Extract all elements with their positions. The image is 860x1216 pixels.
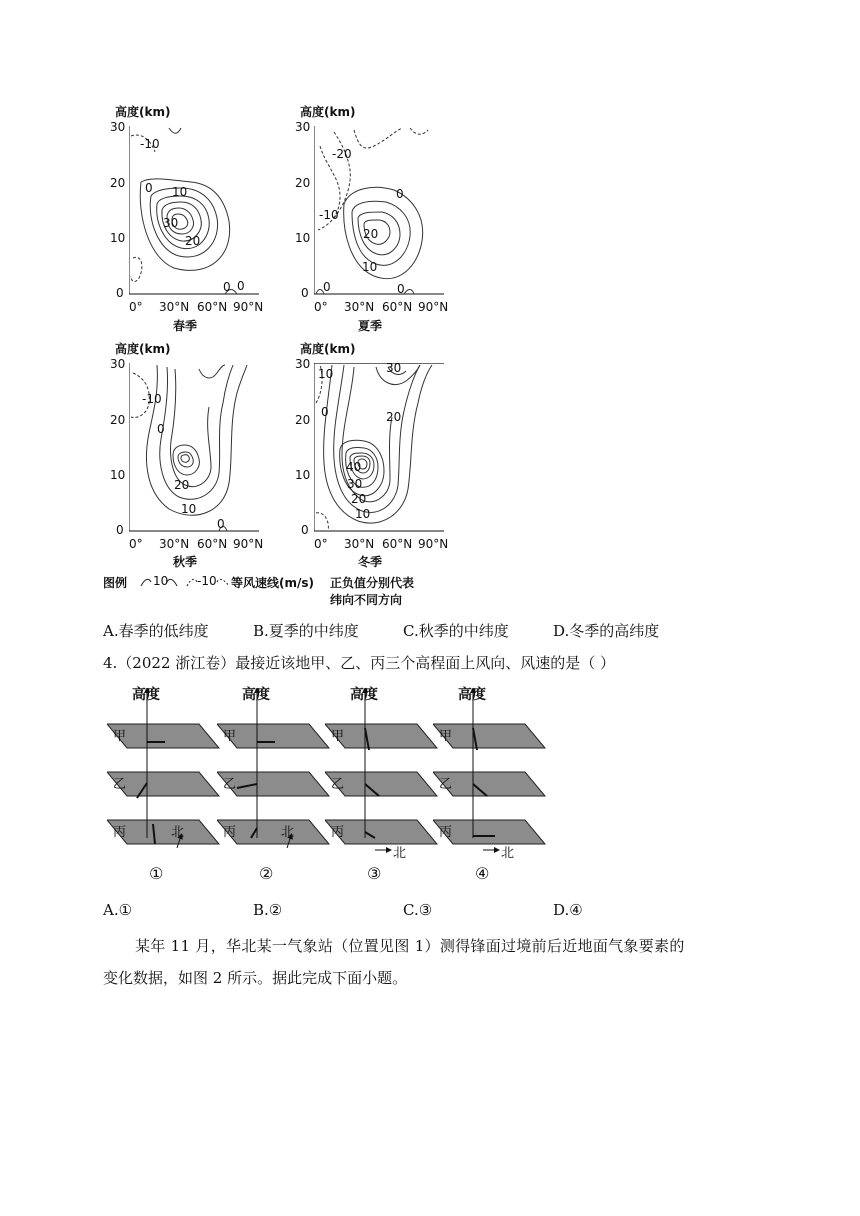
q3-option-d[interactable]: D.冬季的高纬度 [553,622,660,640]
chart-legend [103,572,443,608]
wind-diagram-4 [433,688,551,888]
contour-label: 0 [396,187,404,201]
q4-option-c[interactable]: C.③ [403,901,433,919]
north-label: 北 [501,846,515,861]
contour-label: 30 [347,477,363,491]
chart-panel-spring [100,100,270,340]
contour-label: -10 [319,208,339,222]
x-tick-90n: 90°N [418,537,449,551]
x-tick-0: 0° [129,300,143,314]
contour-label: 0 [223,280,231,294]
panel-title: 冬季 [358,555,383,569]
north-label: 北 [393,846,407,861]
contour-label: 0 [321,405,329,419]
plane-label-bing: 丙 [113,825,127,840]
legend-note-line2: 纬向不同方向 [330,593,403,607]
legend-prefix: 图例 [103,576,128,590]
plane-label-jia: 甲 [223,729,237,744]
wind-diagram-2 [217,688,335,888]
contour-label: 0 [217,517,225,531]
wind-diagram-1 [107,688,225,888]
diagram-number: ② [259,864,274,883]
contour-label: 20 [174,478,190,492]
plane-label-yi: 乙 [223,777,237,792]
q3-option-b[interactable]: B.夏季的中纬度 [253,622,359,640]
height-label: 高度 [458,687,486,703]
x-tick-90n: 90°N [233,300,264,314]
x-tick-30n: 30°N [344,300,375,314]
x-tick-0: 0° [314,300,328,314]
y-tick-30: 30 [295,120,311,134]
y-tick-20: 20 [110,176,126,190]
contour-label: 30 [386,361,402,375]
y-tick-30: 30 [110,120,126,134]
plane-label-yi: 乙 [439,777,453,792]
chart-panel-summer [285,100,455,340]
q4-option-a[interactable]: A.① [103,901,133,919]
y-tick-10: 10 [110,231,126,245]
y-tick-10: 10 [295,231,311,245]
panel-title: 秋季 [173,555,198,569]
contour-label: 10 [172,185,188,199]
plane-label-bing: 丙 [223,825,237,840]
y-tick-20: 20 [295,413,311,427]
contour-plot [129,126,259,296]
contour-label: 10 [362,260,378,274]
north-label: 北 [281,825,295,840]
legend-dashed-value: -10 [197,574,217,588]
q4-option-b[interactable]: B.② [253,901,283,919]
height-label: 高度 [132,687,160,703]
q4-question-text: 4.（2022 浙江卷）最接近该地甲、乙、丙三个高程面上风向、风速的是（ ） [103,654,616,672]
contour-label: 30 [163,216,179,230]
x-tick-60n: 60°N [197,537,228,551]
q4-option-d[interactable]: D.④ [553,901,583,919]
height-label: 高度 [350,687,378,703]
y-axis-label: 高度(km) [115,342,171,356]
x-tick-30n: 30°N [344,537,375,551]
contour-label: -10 [140,137,160,151]
y-axis-label: 高度(km) [300,342,356,356]
plane-label-jia: 甲 [113,729,127,744]
plane-label-yi: 乙 [113,777,127,792]
contour-label: 0 [397,282,405,296]
contour-label: 10 [318,367,334,381]
plane-label-bing: 丙 [439,825,453,840]
contour-label: 10 [355,507,371,521]
contour-label: -20 [332,147,352,161]
contour-label: 0 [145,181,153,195]
contour-label: 20 [185,234,201,248]
contour-label: 20 [351,492,367,506]
legend-note-line1: 正负值分别代表 [330,576,415,590]
x-tick-90n: 90°N [418,300,449,314]
y-tick-30: 30 [295,357,311,371]
contour-label: 20 [386,410,402,424]
north-label: 北 [171,825,185,840]
x-tick-90n: 90°N [233,537,264,551]
diagram-number: ③ [367,864,382,883]
intro-paragraph-line1: 某年 11 月，华北某一气象站（位置见图 1）测得锋面过境前后近地面气象要素的 [135,937,685,955]
y-tick-20: 20 [110,413,126,427]
x-tick-60n: 60°N [382,300,413,314]
y-tick-0: 0 [301,286,309,300]
plane-label-yi: 乙 [331,777,345,792]
y-tick-0: 0 [116,286,124,300]
y-tick-10: 10 [295,468,311,482]
y-tick-0: 0 [301,523,309,537]
contour-label: 10 [181,502,197,516]
contour-label: 0 [237,279,245,293]
x-tick-0: 0° [314,537,328,551]
x-tick-0: 0° [129,537,143,551]
x-tick-60n: 60°N [197,300,228,314]
panel-title: 春季 [173,319,198,333]
plane-label-jia: 甲 [331,729,345,744]
contour-label: -10 [142,392,162,406]
y-axis-label: 高度(km) [115,105,171,119]
diagram-number: ④ [475,864,490,883]
contour-label: 20 [363,227,379,241]
x-tick-60n: 60°N [382,537,413,551]
legend-contour-text: 等风速线(m/s) [231,576,314,590]
chart-panel-winter [285,337,455,577]
x-tick-30n: 30°N [159,537,190,551]
y-tick-30: 30 [110,357,126,371]
contour-label: 0 [323,280,331,294]
y-tick-20: 20 [295,176,311,190]
x-tick-30n: 30°N [159,300,190,314]
diagram-number: ① [149,864,164,883]
plane-label-jia: 甲 [439,729,453,744]
q3-option-a[interactable]: A.春季的低纬度 [103,622,209,640]
y-tick-0: 0 [116,523,124,537]
contour-plot [314,363,444,533]
plane-label-bing: 丙 [331,825,345,840]
legend-solid-value: 10 [153,574,169,588]
height-label: 高度 [242,687,270,703]
chart-panel-autumn [100,337,270,577]
y-tick-10: 10 [110,468,126,482]
panel-title: 夏季 [358,319,383,333]
wind-diagram-3 [325,688,443,888]
q3-option-c[interactable]: C.秋季的中纬度 [403,622,509,640]
contour-label: 0 [157,422,165,436]
intro-paragraph-line2: 变化数据，如图 2 所示。据此完成下面小题。 [103,969,408,987]
y-axis-label: 高度(km) [300,105,356,119]
contour-label: 40 [346,460,362,474]
